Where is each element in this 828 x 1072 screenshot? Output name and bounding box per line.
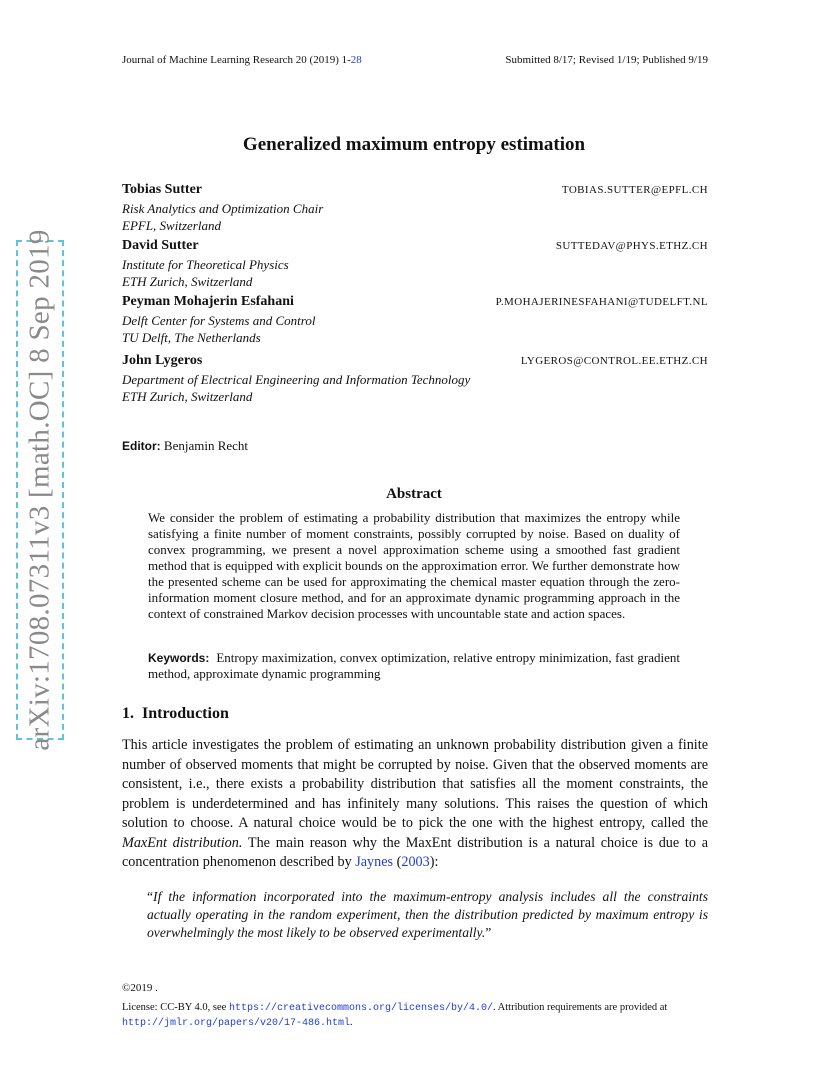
paper-title: Generalized maximum entropy estimation xyxy=(242,134,586,155)
author-email: SUTTEDAV@PHYS.ETHZ.CH xyxy=(555,240,708,252)
keywords-text: Entropy maximization, convex optimization, relative entropy minimization, fast gradient method, approximate dynamic programming xyxy=(148,650,680,681)
license-note xyxy=(122,1001,708,1031)
editor-line xyxy=(122,438,248,454)
author-affiliation: Risk Analytics and Optimization Chair xyxy=(122,201,324,216)
keywords-label: Keywords: xyxy=(148,651,210,665)
license-suffix: . xyxy=(350,1017,353,1028)
jaynes-quote: “If the information incorporated into the maximum-entropy analysis includes all the constraints actually operating in the random experiment, then the distribution predicted by maximum entropy is overwhelmingly the most likely to be observed experimentally.” xyxy=(147,889,708,940)
running-header-dates: Submitted 8/17; Revised 1/19; Published 9/19 xyxy=(505,54,708,66)
intro-text-cont: The main reason why the MaxEnt distribution is a natural choice is due to a concentration phenomenon described by xyxy=(122,834,708,870)
license-url-link[interactable]: https://creativecommons.org/licenses/by/4.0/ xyxy=(228,1003,493,1014)
license-middle: . Attribution requirements are provided at xyxy=(492,1002,668,1013)
section-heading xyxy=(122,705,229,723)
intro-text-end: ): xyxy=(429,854,439,870)
abstract-text: We consider the problem of estimating a probability distribution that maximizes the entropy while satisfying a finite number of moment constraints, possibly corrupted by noise. Based on duality of convex programming, we present a novel approximation scheme using a smoothed fast gradient method that is equipped with explicit bounds on the approximation error. We further demonstrate how the presented scheme can be used for approximating the chemical master equation through the zero-information moment closure method, and for an approximate dynamic programming approach in the context of constrained Markov decision processes with uncountable state and action spaces. xyxy=(148,510,680,621)
author-email: P.MOHAJERINESFAHANI@TUDELFT.NL xyxy=(495,296,708,308)
author-email: LYGEROS@CONTROL.EE.ETHZ.CH xyxy=(520,355,708,367)
license-prefix: License: CC-BY 4.0, see xyxy=(122,1002,227,1013)
section-title: Introduction xyxy=(142,705,229,722)
author-block xyxy=(122,238,708,290)
intro-text: This article investigates the problem of estimating an unknown probability distribution given a finite number of observed moments that might be corrupted by noise. Given that the observed moments are consistent, i.e., there exists a probability distribution that satisfies all the moment constraints, the problem is underdetermined and has infinitely many solutions. This raises the question of which solution to choose. A natural choice would be to pick the one with the highest entropy, called the xyxy=(122,737,708,831)
author-location: EPFL, Switzerland xyxy=(122,218,221,233)
page-count-link[interactable]: 28 xyxy=(350,54,362,66)
arxiv-stamp-text: arXiv:1708.07311v3 [math.OC] 8 Sep 2019 xyxy=(23,229,56,751)
author-location: TU Delft, The Netherlands xyxy=(122,330,261,345)
citation-year-link[interactable]: 2003 xyxy=(401,854,430,870)
author-affiliation: Institute for Theoretical Physics xyxy=(122,257,289,272)
author-affiliation: Delft Center for Systems and Control xyxy=(122,313,316,328)
keywords xyxy=(148,650,680,682)
running-header-journal xyxy=(122,54,362,66)
paper-url-link[interactable]: http://jmlr.org/papers/v20/17-486.html xyxy=(122,1018,351,1029)
author-location: ETH Zurich, Switzerland xyxy=(122,274,253,289)
author-email: TOBIAS.SUTTER@EPFL.CH xyxy=(561,184,708,196)
copyright: ©2019 . xyxy=(122,982,158,994)
intro-paragraph: This article investigates the problem of estimating an unknown probability distribution given a finite number of observed moments that might be corrupted by noise. Given that the observed moments are consistent, i.e., there exists a probability distribution that satisfies all the moment constraints, the problem is underdetermined and has infinitely many solutions. This raises the question of which solution to choose. A natural choice would be to pick the one with the highest entropy, called the MaxEnt distribution. The main reason why the MaxEnt distribution is a natural choice is due to a concentration phenomenon described by Jaynes (2003): xyxy=(122,737,708,870)
quote-text: If the information incorporated into the maximum-entropy analysis includes all the constraints actually operating in the random experiment, then the distribution predicted by maximum entropy is overwhelmingly the most likely to be observed experimentally. xyxy=(147,889,708,940)
journal-name: Journal of Machine Learning Research 20 (2019) 1- xyxy=(122,54,351,66)
author-block xyxy=(122,294,708,346)
author-name: John Lygeros xyxy=(122,353,203,368)
maxent-term: MaxEnt distribution. xyxy=(122,834,243,851)
author-block xyxy=(122,353,708,405)
author-name: Peyman Mohajerin Esfahani xyxy=(122,294,294,309)
author-block xyxy=(122,182,708,234)
author-name: David Sutter xyxy=(122,238,199,253)
citation-author-link[interactable]: Jaynes xyxy=(355,854,394,870)
author-name: Tobias Sutter xyxy=(122,182,203,197)
editor-name: Benjamin Recht xyxy=(163,438,249,453)
abstract-heading: Abstract xyxy=(386,486,442,502)
author-affiliation: Department of Electrical Engineering and Information Technology xyxy=(122,372,471,387)
section-number: 1. xyxy=(122,705,134,722)
author-location: ETH Zurich, Switzerland xyxy=(122,389,253,404)
editor-label: Editor: xyxy=(122,439,161,453)
